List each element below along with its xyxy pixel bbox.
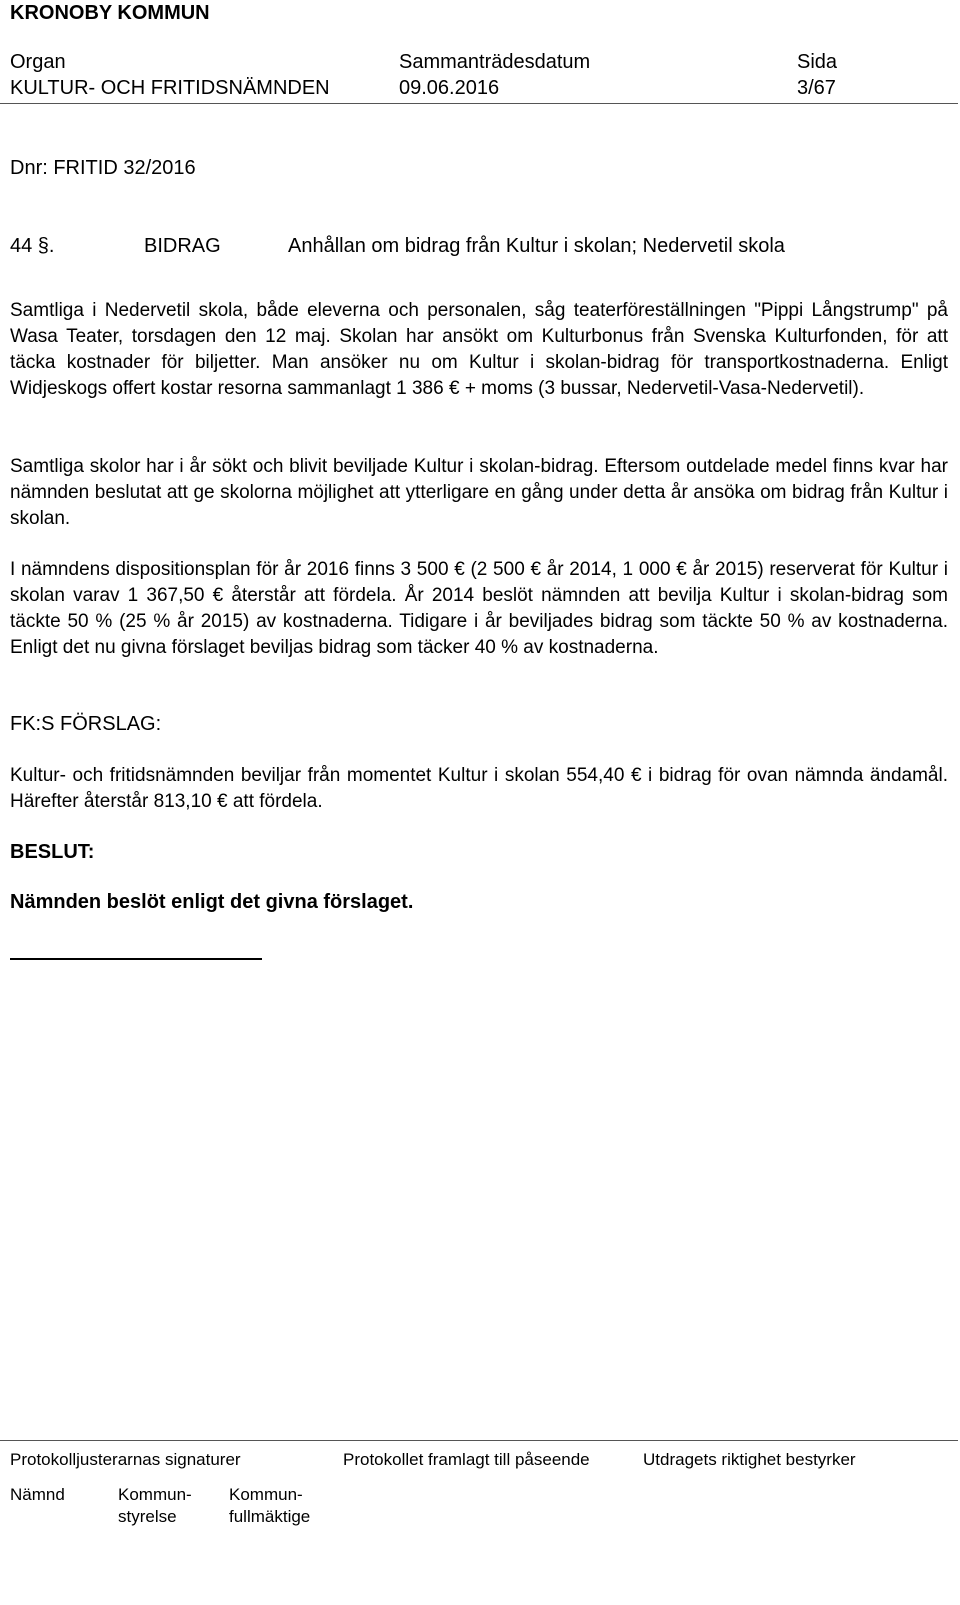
- proposal-label: FK:S FÖRSLAG:: [10, 713, 162, 735]
- proposal-text: Kultur- och fritidsnämnden beviljar från momentet Kultur i skolan 554,40 € i bidrag för ovan nämnda ändamål. Härefter återstår 813,10 € att fördela.: [10, 765, 948, 812]
- dnr: Dnr: FRITID 32/2016: [10, 157, 196, 179]
- organ-value: KULTUR- OCH FRITIDSNÄMNDEN: [10, 77, 330, 99]
- footer-divider: [0, 1440, 958, 1441]
- signature-styrelse-line2: styrelse: [118, 1507, 177, 1526]
- item-number: 44 §.: [10, 235, 55, 257]
- municipality-name: KRONOBY KOMMUN: [10, 2, 210, 24]
- paragraph-background: Samtliga i Nedervetil skola, både eleverna och personalen, såg teaterföreställningen "Pippi Långstrump" på Wasa Teater, torsdagen den 12 maj. Skolan har ansökt om Kulturbonus från Svenska Kulturfonden, för att täcka kostnader för biljetter. Man ansöker nu om Kultur i skolan-bidrag för transportkostnaderna. Enligt Widjeskogs offert kostar resorna sammanlagt 1 386 € + moms (3 bussar, Nedervetil-Vasa-Nedervetil).: [10, 300, 948, 399]
- closing-rule: [10, 958, 262, 960]
- signature-namnd: Nämnd: [10, 1485, 65, 1504]
- signature-fullmaktige-line1: Kommun-: [229, 1485, 303, 1504]
- signature-fullmaktige-line2: fullmäktige: [229, 1507, 311, 1526]
- page-label: Sida: [797, 51, 838, 73]
- date-value: 09.06.2016: [399, 77, 500, 99]
- date-label: Sammanträdesdatum: [399, 51, 591, 73]
- presented-label: Protokollet framlagt till påseende: [343, 1450, 590, 1469]
- item-title: Anhållan om bidrag från Kultur i skolan; Nedervetil skola: [288, 235, 785, 257]
- paragraph-budget: I nämndens dispositionsplan för år 2016 finns 3 500 € (2 500 € år 2014, 1 000 € år 2015) reserverat för Kultur i skolan varav 1 367,50 € återstår att fördela. År 2014 beslöt nämnden att bevilja Kultur i skolan-bidrag som täckte 50 % (25 % år 2015) av kostnaderna. Tidigare i år beviljades bidrag som täckte 50 % av kostnaderna. Enligt det nu givna förslaget beviljas bidrag som täcker 40 % av kostnaderna.: [10, 559, 948, 658]
- organ-label: Organ: [10, 51, 66, 73]
- signature-styrelse-line1: Kommun-: [118, 1485, 192, 1504]
- verified-label: Utdragets riktighet bestyrker: [643, 1450, 856, 1469]
- header-divider: [0, 103, 958, 104]
- decision-label: BESLUT:: [10, 841, 95, 863]
- decision-text: Nämnden beslöt enligt det givna förslaget.: [10, 891, 414, 913]
- item-category: BIDRAG: [144, 235, 221, 257]
- signatures-label: Protokolljusterarnas signaturer: [10, 1450, 241, 1469]
- paragraph-context: Samtliga skolor har i år sökt och blivit beviljade Kultur i skolan-bidrag. Eftersom outdelade medel finns kvar har nämnden beslutat att ge skolorna möjlighet att ytterligare en gång under detta år ansöka om bidrag från Kultur i skolan.: [10, 456, 948, 529]
- page-value: 3/67: [797, 77, 836, 99]
